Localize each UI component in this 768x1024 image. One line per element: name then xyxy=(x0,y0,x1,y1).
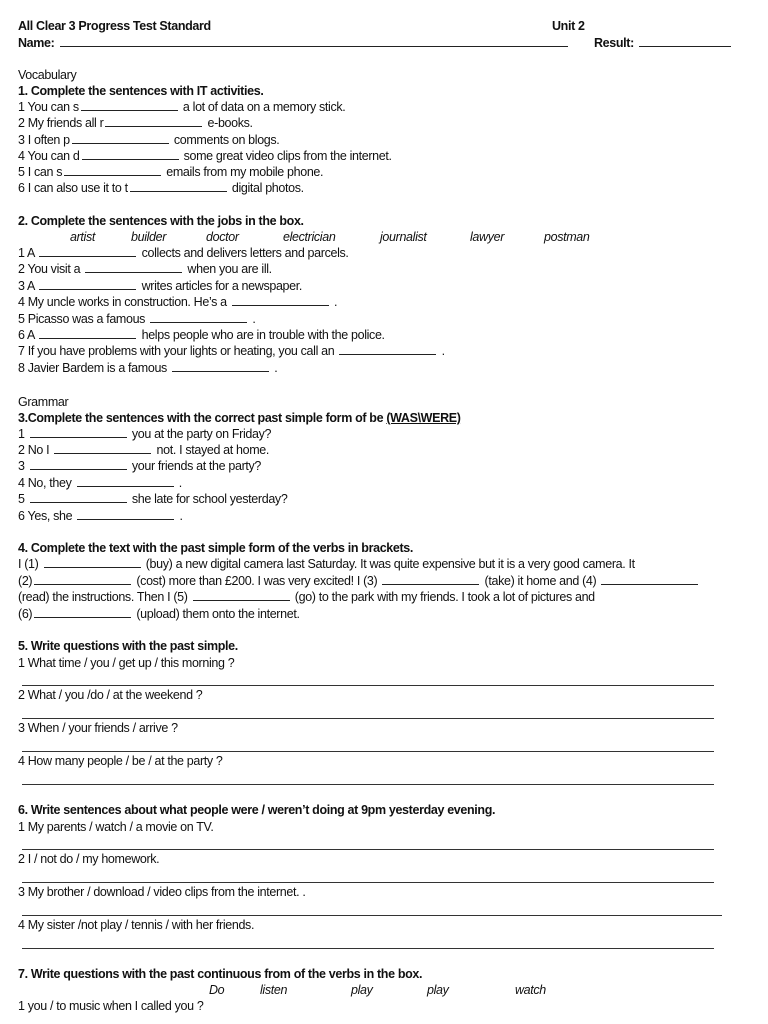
answer-blank[interactable] xyxy=(30,491,127,503)
answer-line[interactable] xyxy=(22,882,714,883)
exercise-3-item: 4 No, they . xyxy=(18,476,182,490)
section-heading-vocabulary: Vocabulary xyxy=(18,68,77,82)
answer-blank[interactable] xyxy=(105,115,202,127)
name-row xyxy=(18,35,570,51)
answer-line[interactable] xyxy=(22,849,714,850)
answer-blank[interactable] xyxy=(30,426,127,438)
word-box-item: doctor xyxy=(206,230,239,244)
answer-blank[interactable] xyxy=(193,589,290,601)
word-box-item: electrician xyxy=(283,230,336,244)
exercise-1-item: 2 My friends all r e-books. xyxy=(18,116,253,130)
answer-line[interactable] xyxy=(22,751,714,752)
answer-blank[interactable] xyxy=(64,164,161,176)
answer-blank[interactable] xyxy=(39,327,136,339)
word-box-item: builder xyxy=(131,230,167,244)
result-field[interactable] xyxy=(639,35,731,47)
exercise-7-title: 7. Write questions with the past continuous from of the verbs in the box. xyxy=(18,967,423,981)
answer-blank[interactable] xyxy=(72,132,169,144)
exercise-2-item: 1 A collects and delivers letters and parcels. xyxy=(18,246,349,260)
exercise-3-item: 3 your friends at the party? xyxy=(18,459,262,473)
answer-blank[interactable] xyxy=(54,442,151,454)
exercise-1-item: 4 You can d some great video clips from the internet. xyxy=(18,149,392,163)
exercise-2-item: 2 You visit a when you are ill. xyxy=(18,262,272,276)
answer-blank[interactable] xyxy=(34,573,131,585)
word-box-item: watch xyxy=(515,983,546,997)
exercise-3-item: 5 she late for school yesterday? xyxy=(18,492,288,506)
answer-line[interactable] xyxy=(22,915,722,916)
name-field[interactable] xyxy=(60,35,568,47)
worksheet-title: All Clear 3 Progress Test Standard xyxy=(18,19,211,33)
exercise-7-prompt: 1 you / to music when I called you ? xyxy=(18,999,204,1013)
answer-blank[interactable] xyxy=(172,360,269,372)
answer-blank[interactable] xyxy=(34,606,131,618)
exercise-6-prompt: 4 My sister /not play / tennis / with her friends. xyxy=(18,918,255,932)
exercise-4-text-line: I (1) (buy) a new digital camera last Saturday. It was quite expensive but it is a very good camera. It xyxy=(18,557,635,571)
word-box-item: journalist xyxy=(380,230,427,244)
answer-blank[interactable] xyxy=(382,573,479,585)
exercise-1-item: 1 You can s a lot of data on a memory stick. xyxy=(18,100,346,114)
exercise-2-item: 7 If you have problems with your lights or heating, you call an . xyxy=(18,344,445,358)
answer-line[interactable] xyxy=(22,784,714,785)
exercise-3-item: 6 Yes, she . xyxy=(18,509,183,523)
word-box-item: lawyer xyxy=(470,230,505,244)
answer-line[interactable] xyxy=(22,948,714,949)
exercise-2-item: 6 A helps people who are in trouble with the police. xyxy=(18,328,385,342)
exercise-1-item: 6 I can also use it to t digital photos. xyxy=(18,181,304,195)
exercise-2-title: 2. Complete the sentences with the jobs in the box. xyxy=(18,214,304,228)
exercise-4-text-line: (2) (cost) more than £200. I was very excited! I (3) (take) it home and (4) xyxy=(18,573,700,589)
exercise-5-prompt: 3 When / your friends / arrive ? xyxy=(18,721,178,735)
answer-blank[interactable] xyxy=(81,99,178,111)
answer-blank[interactable] xyxy=(77,475,174,487)
word-box-item: Do xyxy=(209,983,225,997)
exercise-2-item: 8 Javier Bardem is a famous . xyxy=(18,361,278,375)
exercise-6-title: 6. Write sentences about what people were / weren’t doing at 9pm yesterday evening. xyxy=(18,803,496,817)
exercise-5-prompt: 2 What / you /do / at the weekend ? xyxy=(18,688,203,702)
exercise-3-item: 1 you at the party on Friday? xyxy=(18,427,272,441)
exercise-5-title: 5. Write questions with the past simple. xyxy=(18,639,238,653)
answer-blank[interactable] xyxy=(30,458,127,470)
answer-blank[interactable] xyxy=(85,261,182,273)
answer-blank[interactable] xyxy=(232,294,329,306)
word-box-item: play xyxy=(351,983,373,997)
exercise-3-title: 3.Complete the sentences with the correct past simple form of be (WAS\WERE) xyxy=(18,411,461,425)
word-box-item: artist xyxy=(70,230,95,244)
word-box-item: listen xyxy=(260,983,288,997)
exercise-7-word-box xyxy=(18,982,718,998)
exercise-2-item: 3 A writes articles for a newspaper. xyxy=(18,279,302,293)
exercise-2-item: 4 My uncle works in construction. He’s a . xyxy=(18,295,338,309)
exercise-2-word-box xyxy=(18,229,718,245)
section-heading-grammar: Grammar xyxy=(18,395,69,409)
answer-blank[interactable] xyxy=(339,343,436,355)
answer-blank[interactable] xyxy=(150,311,247,323)
answer-blank[interactable] xyxy=(39,245,136,257)
exercise-2-item: 5 Picasso was a famous . xyxy=(18,312,256,326)
word-box-item: postman xyxy=(544,230,590,244)
answer-line[interactable] xyxy=(22,685,714,686)
exercise-1-item: 3 I often p comments on blogs. xyxy=(18,133,280,147)
exercise-6-prompt: 1 My parents / watch / a movie on TV. xyxy=(18,820,214,834)
exercise-6-prompt: 3 My brother / download / video clips from the internet. . xyxy=(18,885,306,899)
result-label: Result: xyxy=(594,36,634,50)
exercise-4-title: 4. Complete the text with the past simple form of the verbs in brackets. xyxy=(18,541,414,555)
answer-blank[interactable] xyxy=(82,148,179,160)
answer-line[interactable] xyxy=(22,718,714,719)
unit-label: Unit 2 xyxy=(552,19,585,33)
answer-blank[interactable] xyxy=(130,180,227,192)
exercise-3-item: 2 No I not. I stayed at home. xyxy=(18,443,270,457)
answer-blank[interactable] xyxy=(39,278,136,290)
result-row xyxy=(594,35,733,51)
exercise-5-prompt: 4 How many people / be / at the party ? xyxy=(18,754,223,768)
exercise-4-text-line: (6) (upload) them onto the internet. xyxy=(18,607,300,621)
exercise-4-text-line: (read) the instructions. Then I (5) (go) to the park with my friends. I took a lot of pictures and xyxy=(18,590,595,604)
name-label: Name: xyxy=(18,36,55,50)
exercise-1-item: 5 I can s emails from my mobile phone. xyxy=(18,165,324,179)
exercise-6-prompt: 2 I / not do / my homework. xyxy=(18,852,160,866)
was-were-emphasis: (WAS\WERE) xyxy=(386,411,461,425)
exercise-5-prompt: 1 What time / you / get up / this morning ? xyxy=(18,656,235,670)
word-box-item: play xyxy=(427,983,449,997)
answer-blank[interactable] xyxy=(601,573,698,585)
answer-blank[interactable] xyxy=(77,508,174,520)
exercise-1-title: 1. Complete the sentences with IT activities. xyxy=(18,84,264,98)
answer-blank[interactable] xyxy=(44,556,141,568)
